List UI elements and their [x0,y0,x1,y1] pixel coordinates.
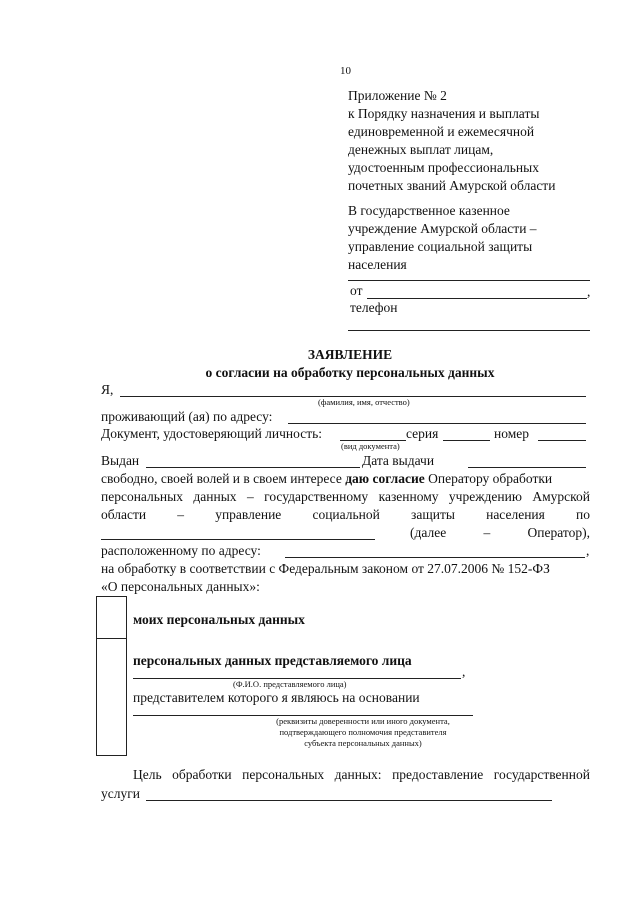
services-label: услуги [101,786,140,801]
law-name: «О персональных данных»: [101,579,260,594]
consent-text-pre: свободно, своей волей и в своем интересе [101,471,342,486]
consent-text-post: Оператору обработки [428,471,553,486]
operator-word: данных [193,489,237,504]
own-data-option-label: моих персональных данных [133,612,305,627]
i-label: Я, [101,382,114,397]
addressee-line: населения [348,257,407,272]
from-blank-line[interactable] [367,298,587,299]
number-label: номер [494,426,530,441]
phone-label: телефон [350,300,398,315]
addressee-line: В государственное казенное [348,203,510,218]
region-word: населения [486,507,545,522]
purpose-line [133,767,590,783]
own-data-checkbox[interactable] [96,596,127,639]
located-comma: , [586,543,590,558]
processing-line: на обработку в соответствии с Федеральным законом от 27.07.2006 № 152-ФЗ [101,561,550,576]
addressee-blank-line[interactable] [348,280,590,281]
further-word: – [483,525,491,540]
addressee-line: учреждение Амурской области – [348,221,537,236]
appendix-line: денежных выплат лицам, [348,142,494,157]
issued-label: Выдан [101,453,140,468]
located-blank-line[interactable] [285,557,585,558]
basis-hint-line: (реквизиты доверенности или иного документа, [276,716,450,726]
region-line [101,507,590,523]
represented-fio-comma: , [462,664,466,679]
document-title: ЗАЯВЛЕНИЕ [307,347,393,362]
appendix-line: почетных званий Амурской области [348,178,556,193]
basis-label: представителем которого я являюсь на основании [133,690,420,705]
purpose-word: персональных [242,767,325,782]
further-word: Оператор), [527,525,590,540]
series-label: серия [406,426,439,441]
further-operator-line [410,525,590,541]
region-word: управление [215,507,282,522]
operator-word: учреждению [448,489,522,504]
region-word: по [576,507,590,522]
consent-line [101,471,552,487]
address-label: проживающий (ая) по адресу: [101,409,273,424]
appendix-line: Приложение № 2 [348,88,447,103]
purpose-word: обработки [172,767,232,782]
page-number: 10 [340,65,351,77]
region-word: области [101,507,147,522]
purpose-word: предоставление [392,767,484,782]
number-blank-line[interactable] [538,440,586,441]
fio-hint: (фамилия, имя, отчество) [318,397,410,407]
purpose-word: данных: [334,767,382,782]
appendix-line: к Порядку назначения и выплаты [348,106,540,121]
document-label: Документ, удостоверяющий личность: [101,426,323,441]
operator-word: Амурской [532,489,590,504]
region-word: защиты [411,507,455,522]
operator-word: персональных [101,489,183,504]
issue-date-label: Дата выдачи [362,453,435,468]
series-blank-line[interactable] [443,440,490,441]
operator-word: государственному [264,489,369,504]
operator-line [101,489,590,505]
purpose-word: государственной [493,767,590,782]
basis-hint-line: субъекта персональных данных) [304,738,422,748]
district-blank-line[interactable] [101,539,375,540]
purpose-word: Цель [133,767,162,782]
located-label: расположенному по адресу: [101,543,261,558]
addressee-line: управление социальной защиты [348,239,533,254]
consent-text-bold: даю согласие [345,471,425,486]
issue-date-blank-line[interactable] [468,467,586,468]
basis-hint-line: подтверждающего полномочия представителя [279,727,447,737]
further-word: (далее [410,525,447,540]
represented-fio-hint: (Ф.И.О. представляемого лица) [233,679,347,689]
doc-type-hint: (вид документа) [341,441,400,451]
from-label: от [350,283,363,298]
services-blank-line[interactable] [146,800,552,801]
appendix-line: единовременной и ежемесячной [348,124,535,139]
address-blank-line[interactable] [288,423,586,424]
document-subtitle: о согласии на обработку персональных данных [205,365,495,380]
from-comma: , [587,284,591,299]
operator-word: казенному [378,489,439,504]
represented-data-option-label: персональных данных представляемого лица [133,653,412,668]
region-word: социальной [312,507,380,522]
operator-word: – [246,489,254,504]
phone-blank-line[interactable] [348,330,590,331]
region-word: – [177,507,185,522]
represented-data-checkbox[interactable] [96,638,127,756]
issued-blank-line[interactable] [146,467,360,468]
appendix-line: удостоенным профессиональных [348,160,539,175]
